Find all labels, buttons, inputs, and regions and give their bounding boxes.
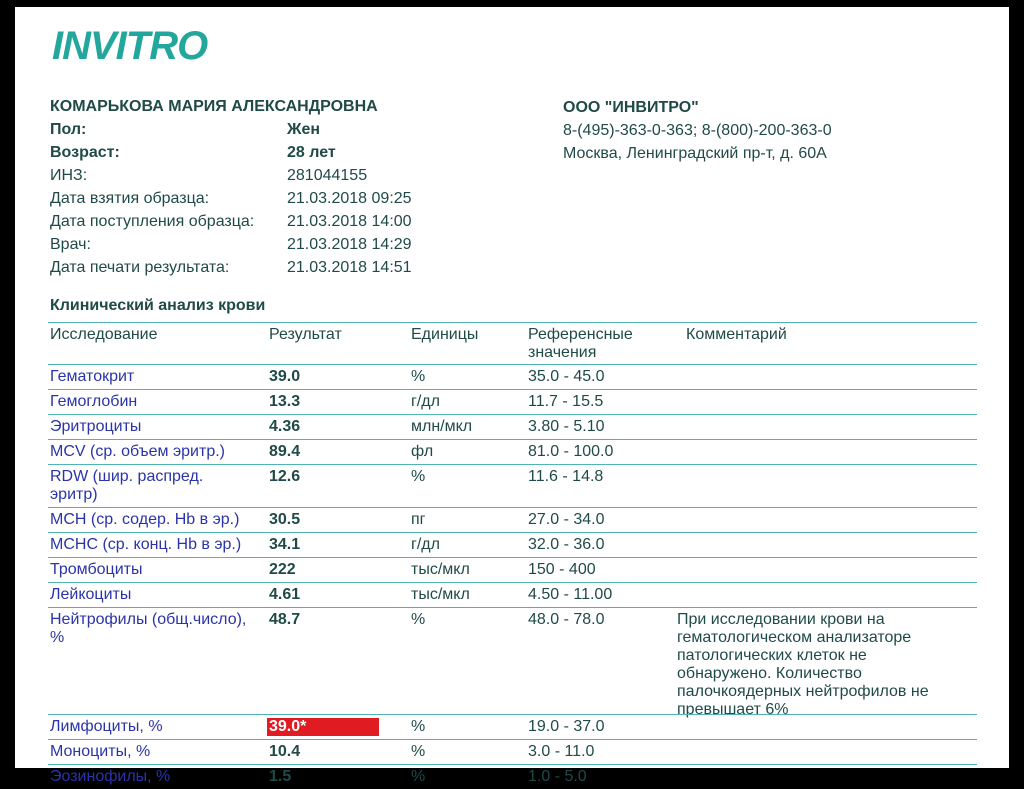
table-header	[48, 322, 977, 364]
row-units: г/дл	[411, 393, 440, 410]
report-page	[15, 7, 1009, 785]
row-reference: 81.0 - 100.0	[528, 443, 614, 460]
info-value: Жен	[287, 121, 321, 138]
patient-name: КОМАРЬКОВА МАРИЯ АЛЕКСАНДРОВНА	[50, 98, 378, 115]
row-reference: 27.0 - 34.0	[528, 511, 605, 528]
table-row	[48, 414, 977, 439]
info-label: Дата поступления образца:	[50, 213, 255, 230]
row-units: тыс/мкл	[411, 561, 470, 578]
table-row	[48, 714, 977, 739]
header-units: Единицы	[411, 326, 479, 343]
row-name: RDW (шир. распред. эритр)	[50, 468, 204, 503]
row-reference: 19.0 - 37.0	[528, 718, 605, 735]
info-value: 21.03.2018 14:00	[287, 213, 412, 230]
info-value: 21.03.2018 09:25	[287, 190, 412, 207]
info-value: 28 лет	[287, 144, 336, 161]
info-label: Пол:	[50, 121, 87, 138]
table-row	[48, 532, 977, 557]
row-result: 1.5	[269, 768, 292, 785]
table-row	[48, 557, 977, 582]
row-units: %	[411, 768, 426, 785]
row-reference: 11.7 - 15.5	[528, 393, 604, 410]
info-value: 21.03.2018 14:29	[287, 236, 412, 253]
table-row	[48, 364, 977, 389]
row-units: г/дл	[411, 536, 440, 553]
info-label: ИНЗ:	[50, 167, 88, 184]
row-result: 48.7	[269, 611, 301, 628]
header-reference-line1: Референсные	[528, 326, 633, 343]
row-units: тыс/мкл	[411, 586, 470, 603]
row-name: Эритроциты	[50, 418, 142, 435]
row-reference: 11.6 - 14.8	[528, 468, 604, 485]
row-units: фл	[411, 443, 434, 460]
results-table	[48, 322, 977, 789]
row-result: 12.6	[269, 468, 301, 485]
row-name: MCV (ср. объем эритр.)	[50, 443, 225, 460]
row-units: %	[411, 718, 426, 735]
row-result-flagged: 39.0*	[267, 718, 379, 736]
section-title: Клинический анализ крови	[50, 297, 266, 314]
org-name: ООО "ИНВИТРО"	[563, 99, 699, 116]
row-reference: 1.0 - 5.0	[528, 768, 587, 785]
row-reference: 150 - 400	[528, 561, 596, 578]
table-row	[48, 739, 977, 764]
row-result: 30.5	[269, 511, 301, 528]
table-row	[48, 582, 977, 607]
row-units: %	[411, 611, 426, 628]
table-row	[48, 507, 977, 532]
row-name: Тромбоциты	[50, 561, 143, 578]
row-result: 89.4	[269, 443, 301, 460]
table-row	[48, 439, 977, 464]
row-result: 34.1	[269, 536, 301, 553]
row-units: млн/мкл	[411, 418, 473, 435]
row-units: %	[411, 743, 426, 760]
table-row	[48, 389, 977, 414]
row-name: Нейтрофилы (общ.число), %	[50, 611, 247, 646]
row-name: MCH (ср. содер. Hb в эр.)	[50, 511, 240, 528]
row-result: 222	[269, 561, 296, 578]
row-comment: При исследовании крови на гематологическом анализаторе патологических клеток не обнаружено. Количество палочкоядерных нейтрофилов не превышает 6%	[677, 611, 929, 718]
header-comment: Комментарий	[686, 326, 787, 343]
row-reference: 3.0 - 11.0	[528, 743, 595, 760]
row-result: 4.61	[269, 586, 301, 603]
row-result: 13.3	[269, 393, 301, 410]
row-units: пг	[411, 511, 426, 528]
row-name: MCHC (ср. конц. Hb в эр.)	[50, 536, 242, 553]
info-value: 21.03.2018 14:51	[287, 259, 412, 276]
header-reference-line2: значения	[528, 344, 597, 361]
info-label: Дата печати результата:	[50, 259, 230, 276]
table-row	[48, 464, 977, 507]
row-reference: 4.50 - 11.00	[528, 586, 613, 603]
row-reference: 3.80 - 5.10	[528, 418, 605, 435]
info-value: 281044155	[287, 167, 368, 184]
row-result: 10.4	[269, 743, 301, 760]
row-name: Лимфоциты, %	[50, 718, 163, 735]
info-label: Врач:	[50, 236, 91, 253]
org-address: Москва, Ленинградский пр-т, д. 60А	[563, 145, 827, 162]
row-name: Эозинофилы, %	[50, 768, 171, 785]
row-reference: 32.0 - 36.0	[528, 536, 605, 553]
header-reference	[528, 326, 678, 362]
row-result: 4.36	[269, 418, 301, 435]
row-reference: 35.0 - 45.0	[528, 368, 605, 385]
table-row	[48, 607, 977, 718]
org-phones: 8-(495)-363-0-363; 8-(800)-200-363-0	[563, 122, 832, 139]
table-row	[48, 764, 977, 789]
info-label: Возраст:	[50, 144, 120, 161]
row-name: Гемоглобин	[50, 393, 138, 410]
row-name: Гематокрит	[50, 368, 135, 385]
info-label: Дата взятия образца:	[50, 190, 210, 207]
row-reference: 48.0 - 78.0	[528, 611, 605, 628]
row-units: %	[411, 468, 426, 485]
header-study: Исследование	[50, 326, 158, 343]
invitro-logo: INVITRO	[52, 24, 208, 68]
row-name: Лейкоциты	[50, 586, 132, 603]
org-info	[563, 98, 832, 167]
row-name: Моноциты, %	[50, 743, 151, 760]
header-result: Результат	[269, 326, 342, 343]
row-result: 39.0	[269, 368, 301, 385]
row-units: %	[411, 368, 426, 385]
